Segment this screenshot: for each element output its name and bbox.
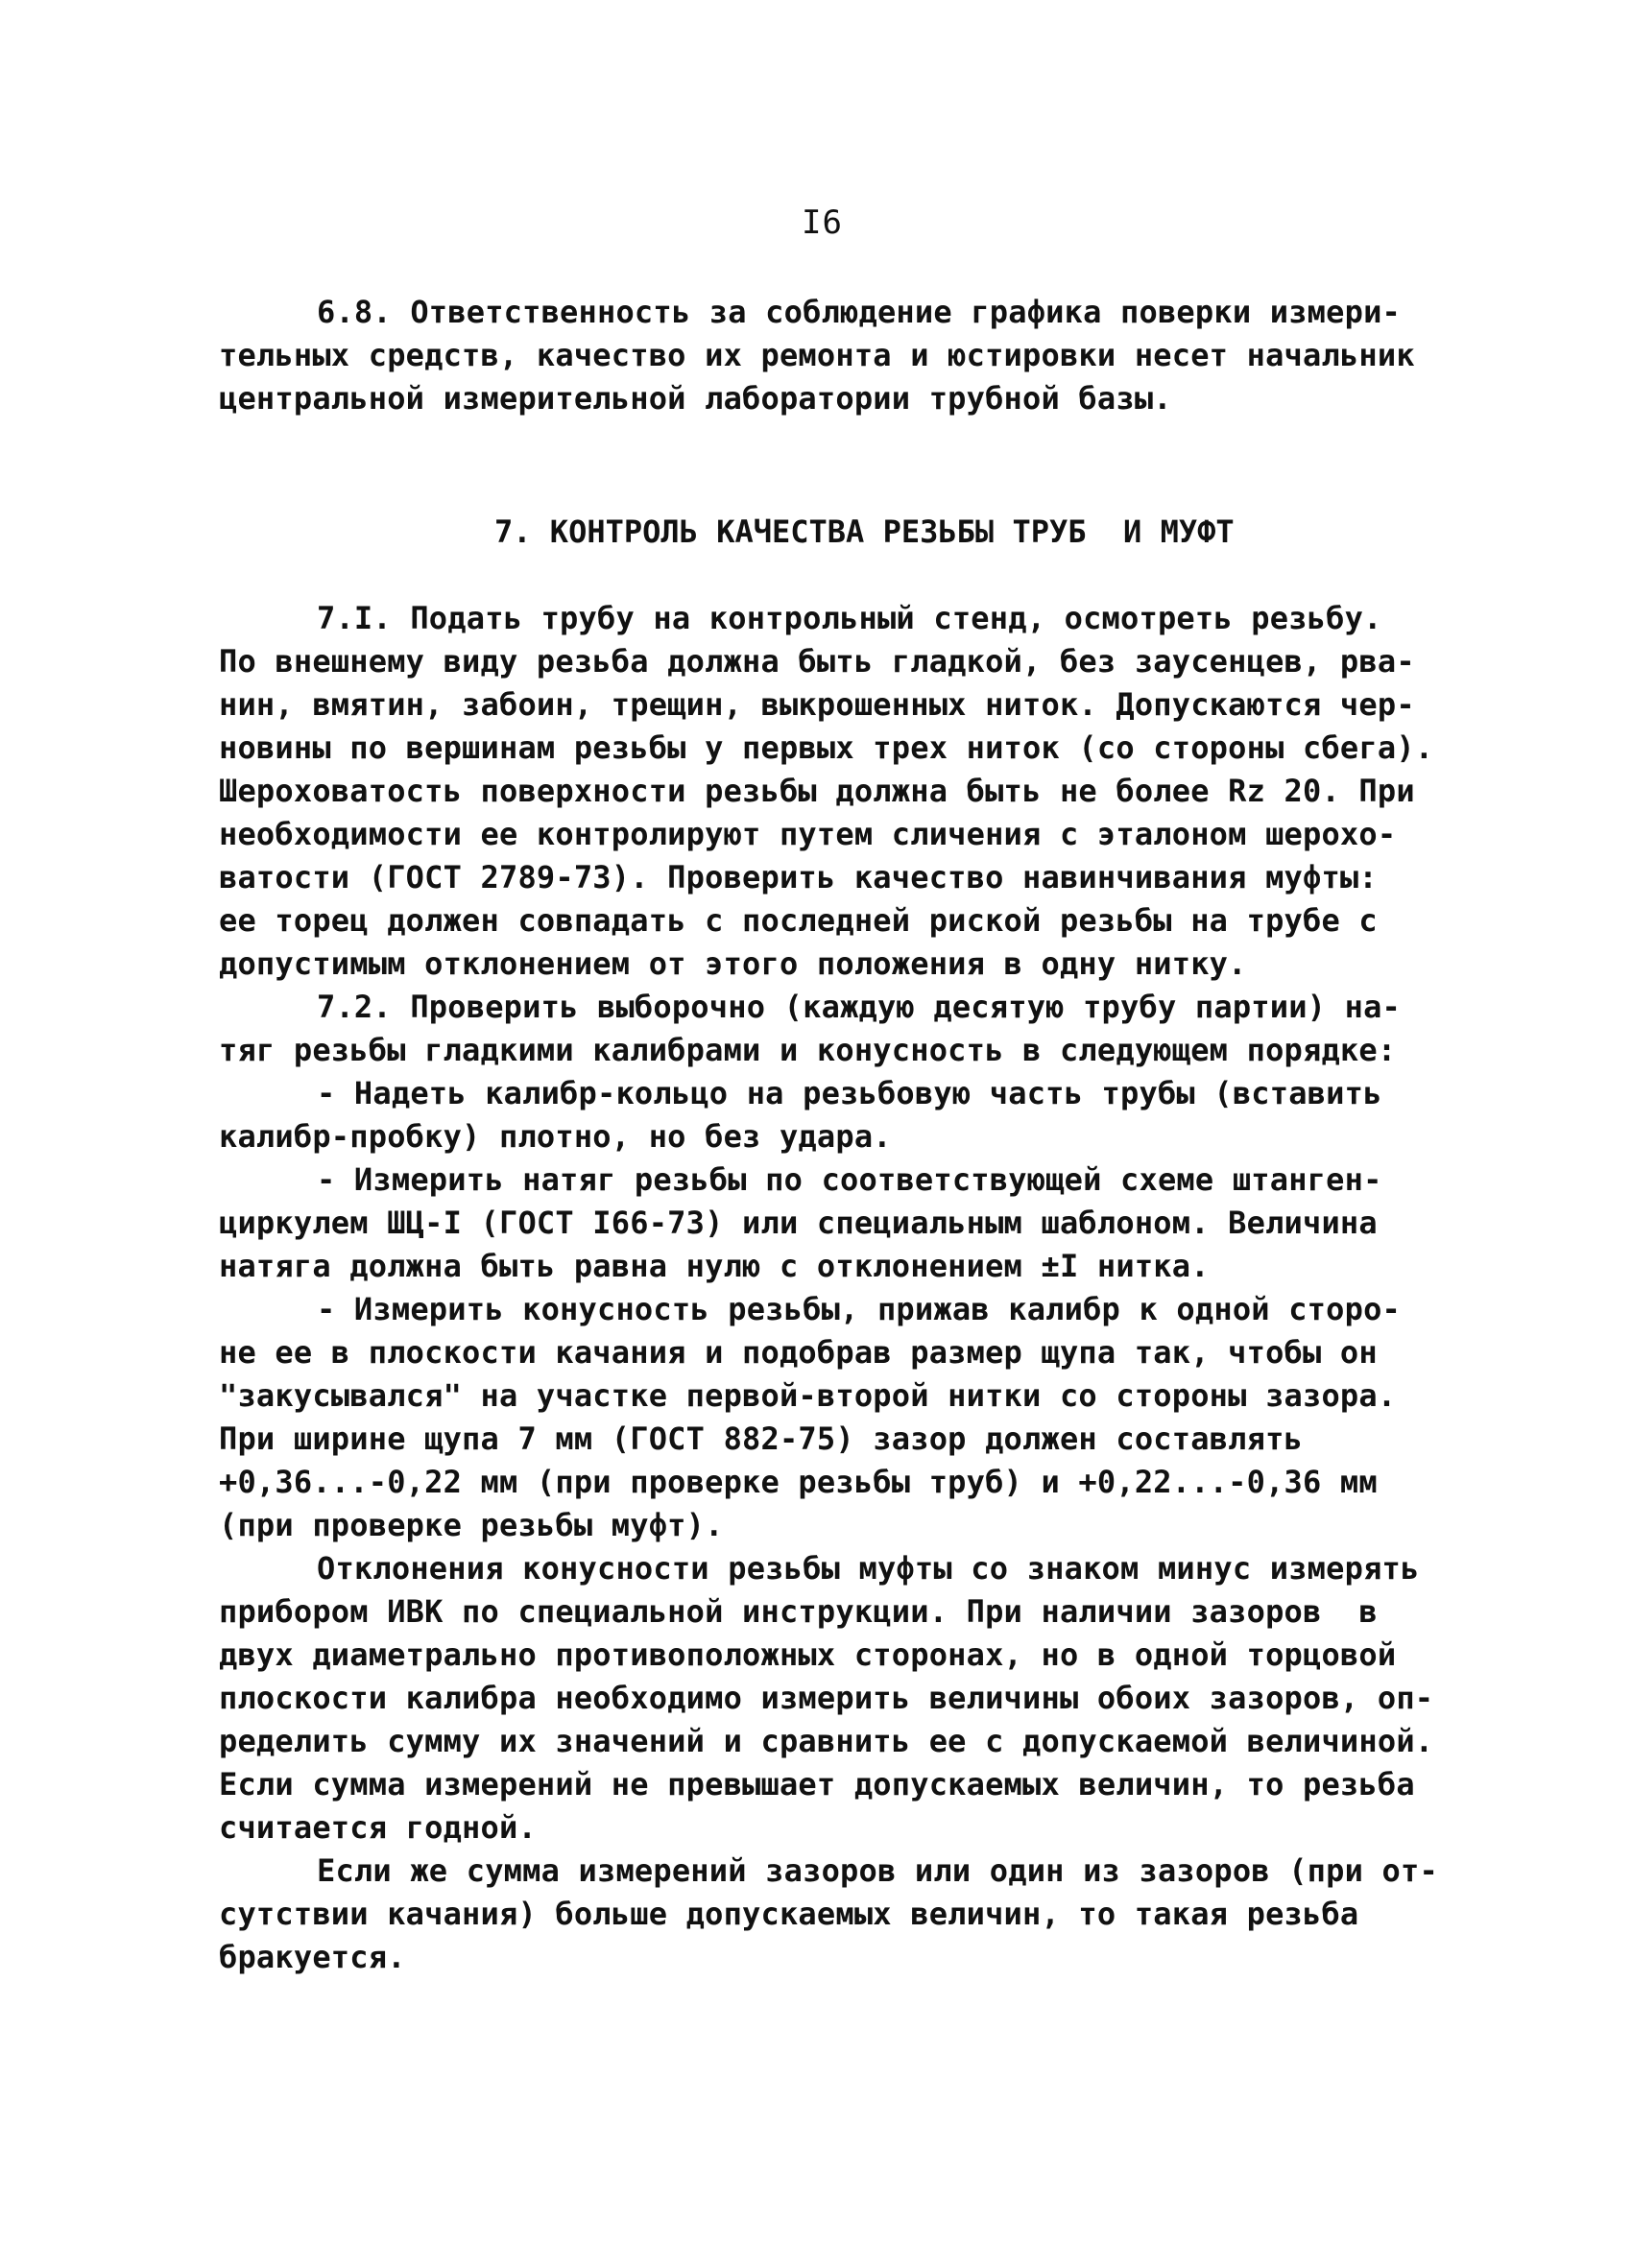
paragraph-line: - Измерить натяг резьбы по соответствующей схеме штанген- bbox=[317, 1161, 1382, 1198]
paragraph-line: тельных средств, качество их ремонта и юстировки несет начальник bbox=[219, 337, 1415, 373]
paragraph-line: 7.2. Проверить выборочно (каждую десятую трубу партии) на- bbox=[317, 989, 1402, 1025]
paragraph-line: Отклонения конусности резьбы муфты со знаком минус измерять bbox=[317, 1550, 1420, 1587]
section-6-8-paragraph bbox=[219, 291, 1419, 420]
paragraph-line: ватости (ГОСТ 2789-73). Проверить качество навинчивания муфты: bbox=[219, 859, 1378, 895]
paragraph-line: ее торец должен совпадать с последней риской резьбы на трубе с bbox=[219, 902, 1378, 939]
paragraph-line: ределить сумму их значений и сравнить ее с допускаемой величиной. bbox=[219, 1723, 1434, 1759]
paragraph-line: считается годной. bbox=[219, 1809, 537, 1846]
paragraph-line: новины по вершинам резьбы у первых трех ниток (со стороны сбега). bbox=[219, 729, 1434, 766]
paragraph-line: калибр-пробку) плотно, но без удара. bbox=[219, 1118, 892, 1155]
section-7-heading: 7. КОНТРОЛЬ КАЧЕСТВА РЕЗЬБЫ ТРУБ И МУФТ bbox=[494, 513, 1235, 550]
paragraph-line: двух диаметрально противоположных сторонах, но в одной торцовой bbox=[219, 1636, 1397, 1673]
paragraph-line: - Измерить конусность резьбы, прижав калибр к одной сторо- bbox=[317, 1291, 1402, 1327]
paragraph-line: сутствии качания) больше допускаемых величин, то такая резьба bbox=[219, 1896, 1359, 1932]
page-number: I6 bbox=[802, 203, 843, 242]
paragraph-line: (при проверке резьбы муфт). bbox=[219, 1507, 724, 1543]
paragraph-line: +0,36...-0,22 мм (при проверке резьбы труб) и +0,22...-0,36 мм bbox=[219, 1464, 1378, 1500]
paragraph-line: необходимости ее контролируют путем сличения с эталоном шерохо- bbox=[219, 816, 1397, 852]
paragraph-line: плоскости калибра необходимо измерить величины обоих зазоров, оп- bbox=[219, 1680, 1434, 1716]
paragraph-line: бракуется. bbox=[219, 1939, 406, 1975]
paragraph-line: Если же сумма измерений зазоров или один из зазоров (при от- bbox=[317, 1852, 1438, 1889]
paragraph-line: 7.I. Подать трубу на контрольный стенд, осмотреть резьбу. bbox=[317, 600, 1382, 636]
paragraph-line: не ее в плоскости качания и подобрав размер щупа так, чтобы он bbox=[219, 1334, 1378, 1371]
paragraph-line: Если сумма измерений не превышает допускаемых величин, то резьба bbox=[219, 1766, 1415, 1802]
paragraph-line: Шероховатость поверхности резьбы должна быть не более Rz 20. При bbox=[219, 773, 1415, 809]
paragraph-line: натяга должна быть равна нулю с отклонением ±I нитка. bbox=[219, 1248, 1210, 1284]
paragraph-line: нин, вмятин, забоин, трещин, выкрошенных ниток. Допускаются чер- bbox=[219, 686, 1415, 723]
paragraph-line: допустимым отклонением от этого положения в одну нитку. bbox=[219, 945, 1247, 982]
paragraph-line: По внешнему виду резьба должна быть гладкой, без заусенцев, рва- bbox=[219, 643, 1415, 680]
paragraph-line: - Надеть калибр-кольцо на резьбовую часть трубы (вставить bbox=[317, 1075, 1382, 1111]
section-7-body bbox=[219, 597, 1438, 1979]
paragraph-line: 6.8. Ответственность за соблюдение графика поверки измери- bbox=[317, 294, 1402, 330]
paragraph-line: центральной измерительной лаборатории трубной базы. bbox=[219, 380, 1172, 417]
paragraph-line: тяг резьбы гладкими калибрами и конусность в следующем порядке: bbox=[219, 1032, 1397, 1068]
paragraph-line: При ширине щупа 7 мм (ГОСТ 882-75) зазор должен составлять bbox=[219, 1420, 1304, 1457]
paragraph-line: "закусывался" на участке первой-второй нитки со стороны зазора. bbox=[219, 1377, 1397, 1414]
paragraph-line: циркулем ШЦ-I (ГОСТ I66-73) или специальным шаблоном. Величина bbox=[219, 1205, 1378, 1241]
paragraph-line: прибором ИВК по специальной инструкции. При наличии зазоров в bbox=[219, 1593, 1378, 1630]
